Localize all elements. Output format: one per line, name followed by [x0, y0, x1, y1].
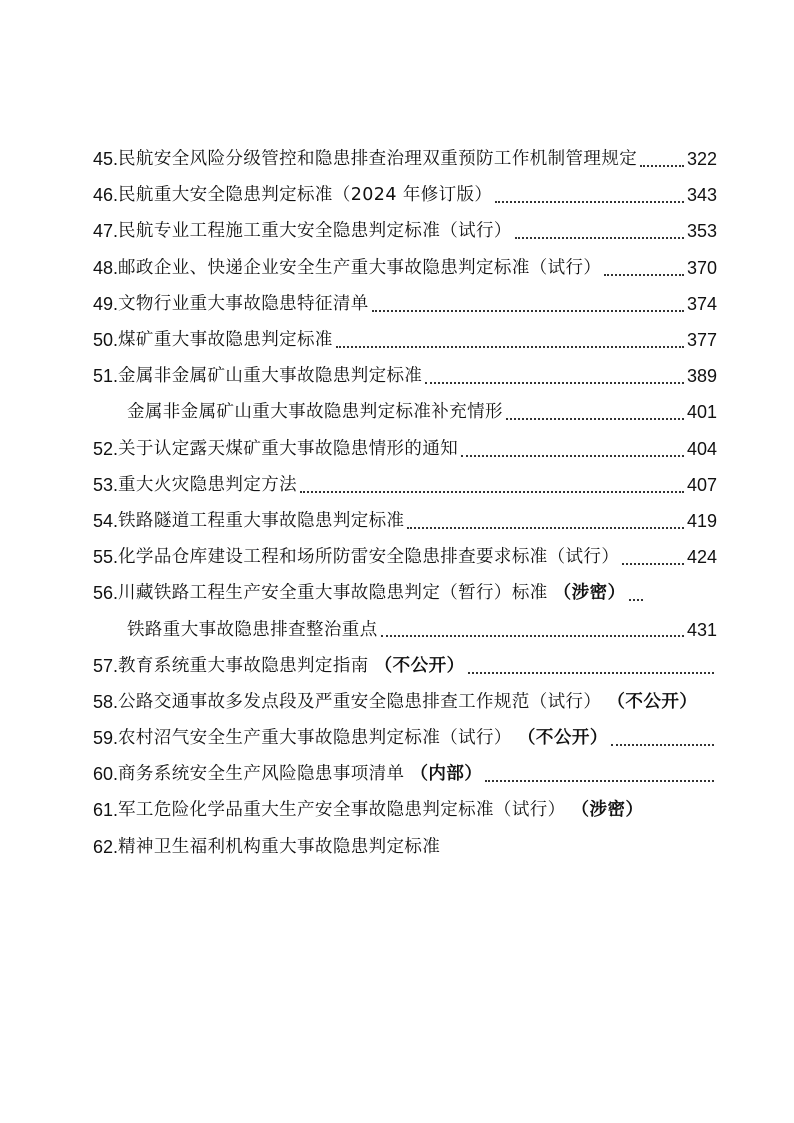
toc-entry[interactable]	[93, 756, 717, 792]
toc-entry-number: 46.	[93, 185, 119, 206]
toc-dot-leader	[336, 332, 684, 348]
toc-entry-page-number: 419	[686, 510, 717, 531]
toc-entry-title: 铁路重大事故隐患排查整治重点	[127, 619, 378, 640]
toc-entry[interactable]	[93, 467, 717, 503]
toc-entry-title: 铁路隧道工程重大事故隐患判定标准	[118, 510, 405, 531]
toc-entry[interactable]	[93, 648, 717, 684]
toc-entry-restriction-tag: （涉密）	[571, 800, 644, 821]
toc-entry[interactable]	[93, 611, 717, 647]
toc-dot-leader	[640, 151, 684, 167]
toc-entry[interactable]	[93, 141, 717, 177]
toc-entry-number: 54.	[93, 510, 119, 531]
toc-entry-number: 61.	[93, 800, 119, 821]
toc-entry-title: 化学品仓库建设工程和场所防雷安全隐患排查要求标准（试行）	[118, 547, 620, 568]
toc-entry[interactable]	[93, 250, 717, 286]
toc-dot-leader	[485, 766, 714, 782]
toc-entry-number: 56.	[93, 583, 119, 604]
toc-entry-page-number: 374	[686, 293, 717, 314]
toc-entry-page-number: 389	[686, 366, 717, 387]
toc-entry-title: 煤矿重大事故隐患判定标准	[118, 330, 333, 351]
toc-entry-number: 49.	[93, 293, 119, 314]
table-of-contents	[93, 141, 717, 865]
toc-entry-title: 军工危险化学品重大生产安全事故隐患判定标准（试行）	[118, 800, 566, 821]
toc-entry[interactable]	[93, 503, 717, 539]
toc-entry[interactable]	[93, 358, 717, 394]
toc-entry-title: 精神卫生福利机构重大事故隐患判定标准	[118, 836, 441, 857]
toc-entry[interactable]	[93, 213, 717, 249]
toc-entry-title: 农村沼气安全生产重大事故隐患判定标准（试行）	[118, 728, 512, 749]
toc-entry-number: 51.	[93, 366, 119, 387]
toc-dot-leader	[461, 441, 684, 457]
toc-entry-title: 教育系统重大事故隐患判定指南	[118, 655, 369, 676]
toc-entry-title: 民航安全风险分级管控和隐患排查治理双重预防工作机制管理规定	[118, 149, 638, 170]
toc-dot-leader	[629, 585, 643, 601]
toc-dot-leader	[515, 223, 684, 239]
toc-entry[interactable]	[93, 720, 717, 756]
toc-entry-restriction-tag: （内部）	[410, 764, 483, 785]
toc-entry-page-number: 353	[686, 221, 717, 242]
toc-entry-title: 商务系统安全生产风险隐患事项清单	[118, 764, 405, 785]
toc-entry-number: 57.	[93, 655, 119, 676]
toc-entry-title: 公路交通事故多发点段及严重安全隐患排查工作规范（试行）	[118, 691, 602, 712]
toc-entry[interactable]	[93, 394, 717, 430]
toc-entry[interactable]	[93, 322, 717, 358]
toc-dot-leader	[604, 260, 684, 276]
toc-entry[interactable]	[93, 684, 717, 720]
toc-entry-number: 55.	[93, 547, 119, 568]
toc-entry-page-number: 424	[686, 547, 717, 568]
toc-entry-number: 60.	[93, 764, 119, 785]
toc-entry-number: 58.	[93, 691, 119, 712]
toc-entry-page-number: 407	[686, 474, 717, 495]
toc-entry[interactable]	[93, 177, 717, 213]
toc-entry-page-number: 377	[686, 330, 717, 351]
toc-entry-title: 金属非金属矿山重大事故隐患判定标准补充情形	[127, 402, 503, 423]
toc-entry-number: 50.	[93, 330, 119, 351]
toc-entry-number: 53.	[93, 474, 119, 495]
toc-entry-title: 重大火灾隐患判定方法	[118, 474, 298, 495]
toc-dot-leader	[611, 730, 714, 746]
toc-entry[interactable]	[93, 792, 717, 828]
toc-entry-title: 文物行业重大事故隐患特征清单	[118, 293, 369, 314]
toc-entry[interactable]	[93, 286, 717, 322]
toc-entry-title: 民航专业工程施工重大安全隐患判定标准（试行）	[118, 221, 512, 242]
toc-entry-restriction-tag: （不公开）	[374, 655, 465, 676]
toc-dot-leader	[300, 477, 684, 493]
toc-entry-page-number: 404	[686, 438, 717, 459]
toc-entry-restriction-tag: （不公开）	[517, 728, 608, 749]
toc-entry-number: 45.	[93, 149, 119, 170]
toc-entry-title: 民航重大安全隐患判定标准（2024 年修订版）	[118, 185, 493, 206]
toc-entry-page-number: 370	[686, 257, 717, 278]
toc-dot-leader	[372, 296, 684, 312]
toc-entry-number: 52.	[93, 438, 119, 459]
toc-entry-title: 关于认定露天煤矿重大事故隐患情形的通知	[118, 438, 459, 459]
toc-dot-leader	[468, 658, 714, 674]
toc-entry-number: 62.	[93, 836, 119, 857]
toc-dot-leader	[425, 368, 684, 384]
toc-entry-title: 川藏铁路工程生产安全重大事故隐患判定（暂行）标准	[118, 583, 548, 604]
toc-dot-leader	[381, 621, 684, 637]
toc-dot-leader	[506, 404, 684, 420]
toc-entry-page-number: 401	[686, 402, 717, 423]
toc-entry-title: 金属非金属矿山重大事故隐患判定标准	[118, 366, 423, 387]
toc-entry[interactable]	[93, 539, 717, 575]
toc-entry-restriction-tag: （不公开）	[607, 691, 698, 712]
toc-entry-page-number: 343	[686, 185, 717, 206]
toc-entry-number: 47.	[93, 221, 119, 242]
toc-entry-number: 59.	[93, 728, 119, 749]
toc-entry-restriction-tag: （涉密）	[553, 583, 626, 604]
toc-entry-page-number: 322	[686, 149, 717, 170]
toc-entry-page-number: 431	[686, 619, 717, 640]
toc-dot-leader	[495, 187, 684, 203]
toc-entry-number: 48.	[93, 257, 119, 278]
toc-dot-leader	[407, 513, 684, 529]
toc-entry[interactable]	[93, 829, 717, 865]
toc-entry-title: 邮政企业、快递企业安全生产重大事故隐患判定标准（试行）	[118, 257, 602, 278]
toc-dot-leader	[622, 549, 684, 565]
toc-entry[interactable]	[93, 431, 717, 467]
toc-entry[interactable]	[93, 575, 717, 611]
